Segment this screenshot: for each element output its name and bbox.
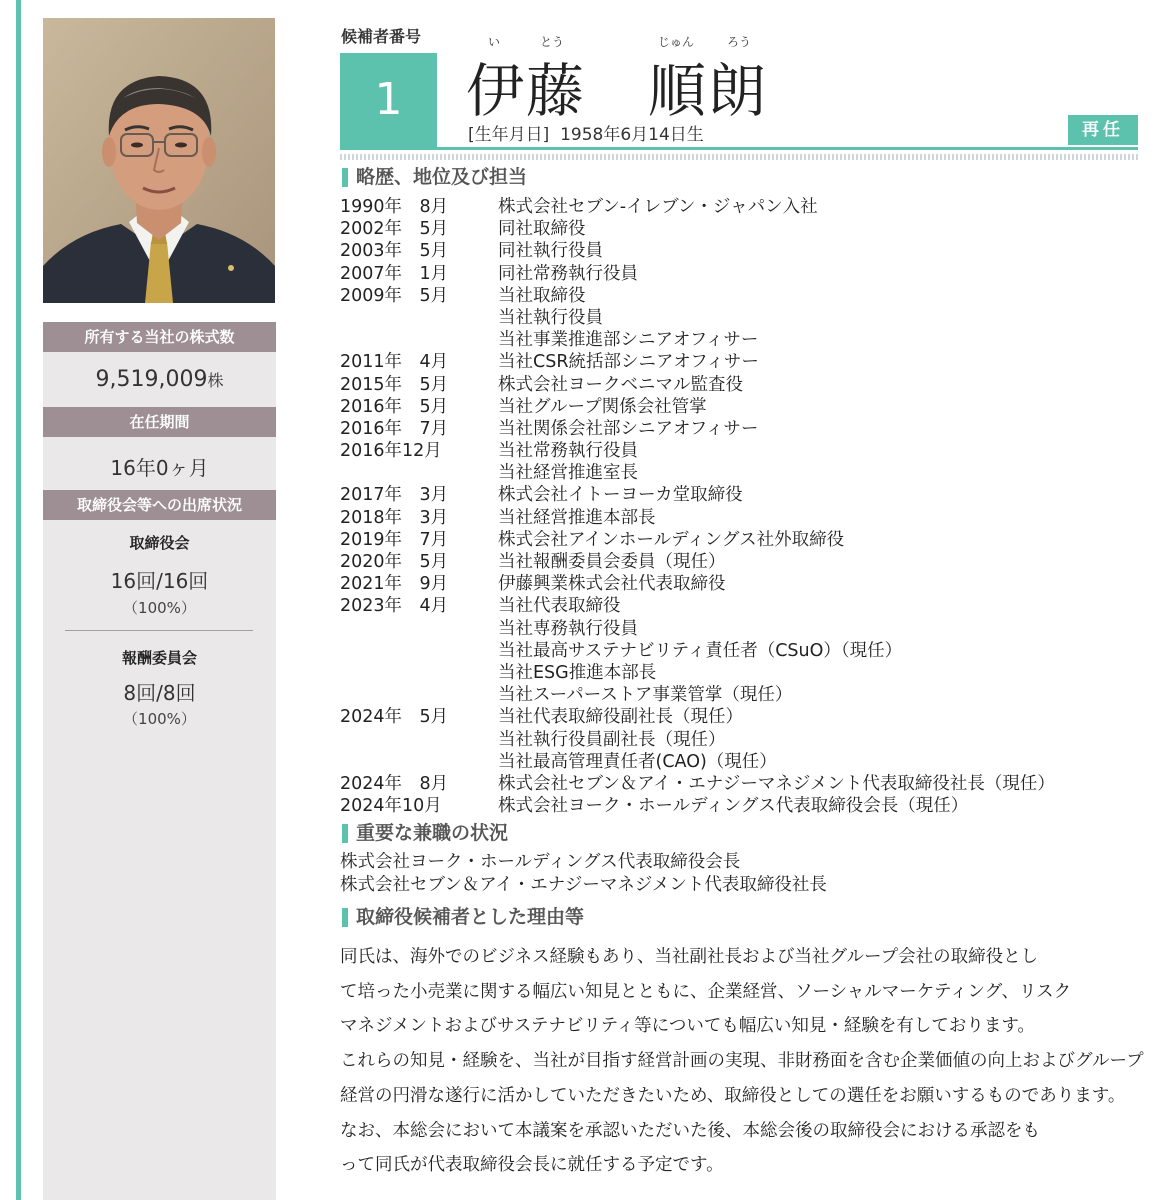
- career-row: [340, 662, 1140, 684]
- career-row: [340, 329, 1140, 351]
- tenure-label: 在任期間: [43, 407, 276, 437]
- tenure-value: 16年0ヶ月: [110, 456, 209, 480]
- given-name: 順朗: [648, 57, 769, 125]
- career-date: 2021年 9月: [340, 574, 449, 595]
- reason-section-title: 取締役候補者とした理由等: [340, 906, 584, 928]
- birth-label: [生年月日]: [468, 125, 550, 145]
- career-date: 2015年 5月: [340, 374, 449, 395]
- shares-number: 9,519,009: [95, 367, 208, 392]
- career-date: 2024年10月: [340, 796, 442, 817]
- concurrent-section-title: 重要な兼職の状況: [340, 822, 508, 844]
- career-date: [340, 662, 498, 684]
- career-row: [340, 285, 1140, 307]
- career-text: 当社最高管理責任者(CAO)（現任）: [498, 751, 777, 772]
- committee-ratio: 8回/8回: [123, 681, 196, 705]
- career-row: [340, 351, 1140, 373]
- career-text: 当社関係会社部シニアオフィサー: [498, 418, 759, 439]
- reason-line: 経営の円滑な遂行に活かしていただきたいため、取締役としての選任をお願いするものであります。: [340, 1085, 1126, 1106]
- career-row: [340, 640, 1140, 662]
- career-text: 同社常務執行役員: [498, 263, 638, 284]
- career-row: [340, 618, 1140, 640]
- career-row: [340, 773, 1140, 795]
- reappointment-badge: 再任: [1068, 115, 1138, 145]
- career-row: [340, 551, 1140, 573]
- left-accent-rule: [16, 0, 21, 1200]
- career-row: [340, 595, 1140, 617]
- career-date: 1990年 8月: [340, 197, 449, 217]
- career-row: [340, 240, 1140, 262]
- career-list: [340, 196, 1140, 817]
- career-date: 2003年 5月: [340, 241, 449, 262]
- shares-label: 所有する当社の株式数: [43, 322, 276, 352]
- career-row: [340, 751, 1140, 773]
- career-date: 2009年 5月: [340, 285, 449, 306]
- career-text: 伊藤興業株式会社代表取締役: [498, 574, 726, 595]
- committee-percent: （100%）: [123, 710, 196, 728]
- career-row: [340, 396, 1140, 418]
- career-date: 2007年 1月: [340, 263, 449, 284]
- career-date: 2018年 3月: [340, 507, 449, 528]
- career-text: 当社代表取締役副社長（現任）: [498, 707, 743, 728]
- reason-text: [340, 940, 1145, 1183]
- concurrent-list: [340, 851, 827, 896]
- reason-line: なお、本総会において本議案を承認いただいた後、本総会後の取締役会における承認をも: [340, 1120, 1040, 1141]
- shares-unit: 株: [207, 371, 224, 390]
- family-name: 伊藤: [466, 57, 587, 125]
- birth-date: [468, 120, 704, 145]
- header-stripe: [340, 154, 1138, 160]
- career-date: [340, 751, 498, 773]
- career-row: [340, 484, 1140, 506]
- career-text: 同社執行役員: [498, 241, 603, 262]
- reason-line: マネジメントおよびサステナビリティ等についても幅広い知見・経験を有しております。: [340, 1016, 1035, 1037]
- career-text: 株式会社セブン＆アイ・エナジーマネジメント代表取締役社長（現任）: [498, 773, 1055, 794]
- career-text: 株式会社ヨーク・ホールディングス代表取締役会長（現任）: [498, 796, 969, 817]
- ruby-jun: じゅん: [658, 35, 695, 49]
- career-date: 2016年12月: [340, 441, 442, 462]
- career-date: [340, 462, 498, 484]
- career-date: [340, 329, 498, 351]
- career-date: 2020年 5月: [340, 552, 449, 572]
- career-text: 当社報酬委員会委員（現任）: [498, 552, 726, 572]
- career-row: [340, 706, 1140, 728]
- attendance-label: 取締役会等への出席状況: [43, 490, 276, 520]
- board-percent: （100%）: [123, 599, 196, 617]
- reason-line: って同氏が代表取締役会長に就任する予定です。: [340, 1155, 724, 1176]
- career-date: 2024年 8月: [340, 773, 449, 794]
- career-row: [340, 795, 1140, 817]
- committee-name: 報酬委員会: [121, 649, 197, 667]
- reason-line: て培った小売業に関する幅広い知見とともに、企業経営、ソーシャルマーケティング、リスク: [340, 981, 1072, 1002]
- career-date: 2019年 7月: [340, 529, 449, 550]
- career-text: 株式会社セブン‐イレブン・ジャパン入社: [498, 197, 818, 217]
- career-row: [340, 462, 1140, 484]
- career-row: [340, 307, 1140, 329]
- career-text: 当社スーパーストア事業管掌（現任）: [498, 685, 793, 706]
- career-row: [340, 573, 1140, 595]
- career-date: [340, 640, 498, 662]
- candidate-portrait: [43, 18, 275, 303]
- career-date: 2017年 3月: [340, 485, 449, 506]
- career-date: 2023年 4月: [340, 596, 449, 617]
- career-date: 2011年 4月: [340, 352, 449, 373]
- career-date: [340, 729, 498, 751]
- ruby-tou: とう: [540, 35, 565, 49]
- career-row: [340, 684, 1140, 706]
- career-text: 当社執行役員副社長（現任）: [498, 729, 726, 750]
- career-row: [340, 529, 1140, 551]
- career-section-title: 略歴、地位及び担当: [340, 166, 527, 188]
- career-text: 当社ESG推進本部長: [498, 662, 657, 683]
- career-text: 当社執行役員: [498, 307, 603, 328]
- career-text: 当社常務執行役員: [498, 441, 638, 462]
- career-row: [340, 374, 1140, 396]
- career-text: 当社専務執行役員: [498, 618, 638, 639]
- career-text: 当社グループ関係会社管掌: [498, 396, 707, 417]
- career-text: 株式会社イトーヨーカ堂取締役: [498, 485, 743, 506]
- career-text: 株式会社アインホールディングス社外取締役: [498, 529, 845, 550]
- career-date: [340, 684, 498, 706]
- career-row: [340, 263, 1140, 285]
- career-row: [340, 218, 1140, 240]
- candidate-number: 1: [340, 53, 437, 147]
- career-row: [340, 440, 1140, 462]
- header-rule: [340, 147, 1138, 150]
- shares-value: [43, 367, 276, 392]
- career-row: [340, 507, 1140, 529]
- career-date: [340, 618, 498, 640]
- career-row: [340, 418, 1140, 440]
- career-date: [340, 307, 498, 329]
- sidebar-divider: [65, 630, 253, 631]
- career-text: 当社事業推進部シニアオフィサー: [498, 330, 759, 351]
- career-date: 2002年 5月: [340, 219, 449, 240]
- board-ratio: 16回/16回: [110, 569, 209, 593]
- career-text: 当社代表取締役: [498, 596, 621, 617]
- career-text: 当社CSR統括部シニアオフィサー: [498, 352, 759, 373]
- career-text: 当社経営推進室長: [498, 463, 638, 484]
- board-name: 取締役会: [129, 534, 190, 552]
- reason-line: 同氏は、海外でのビジネス経験もあり、当社副社長および当社グループ会社の取締役とし: [340, 947, 1039, 967]
- ruby-i: い: [488, 35, 501, 49]
- career-text: 当社経営推進本部長: [498, 507, 656, 528]
- career-text: 当社最高サステナビリティ責任者（CSuO）（現任）: [498, 640, 903, 661]
- ruby-rou: ろう: [727, 35, 752, 49]
- career-date: 2016年 7月: [340, 418, 449, 439]
- career-date: 2024年 5月: [340, 707, 449, 728]
- concurrent-item: 株式会社セブン＆アイ・エナジーマネジメント代表取締役社長: [340, 874, 827, 895]
- career-row: [340, 729, 1140, 751]
- career-text: 同社取締役: [498, 219, 586, 240]
- reason-line: これらの知見・経験を、当社が目指す経営計画の実現、非財務面を含む企業価値の向上およびグループ: [340, 1051, 1144, 1072]
- career-row: [340, 196, 1140, 218]
- concurrent-item: 株式会社ヨーク・ホールディングス代表取締役会長: [340, 852, 741, 872]
- career-date: 2016年 5月: [340, 396, 449, 417]
- birth-value: 1958年6月14日生: [560, 125, 704, 145]
- career-text: 株式会社ヨークベニマル監査役: [498, 374, 743, 395]
- career-text: 当社取締役: [498, 285, 586, 306]
- candidate-number-label: 候補者番号: [341, 27, 422, 46]
